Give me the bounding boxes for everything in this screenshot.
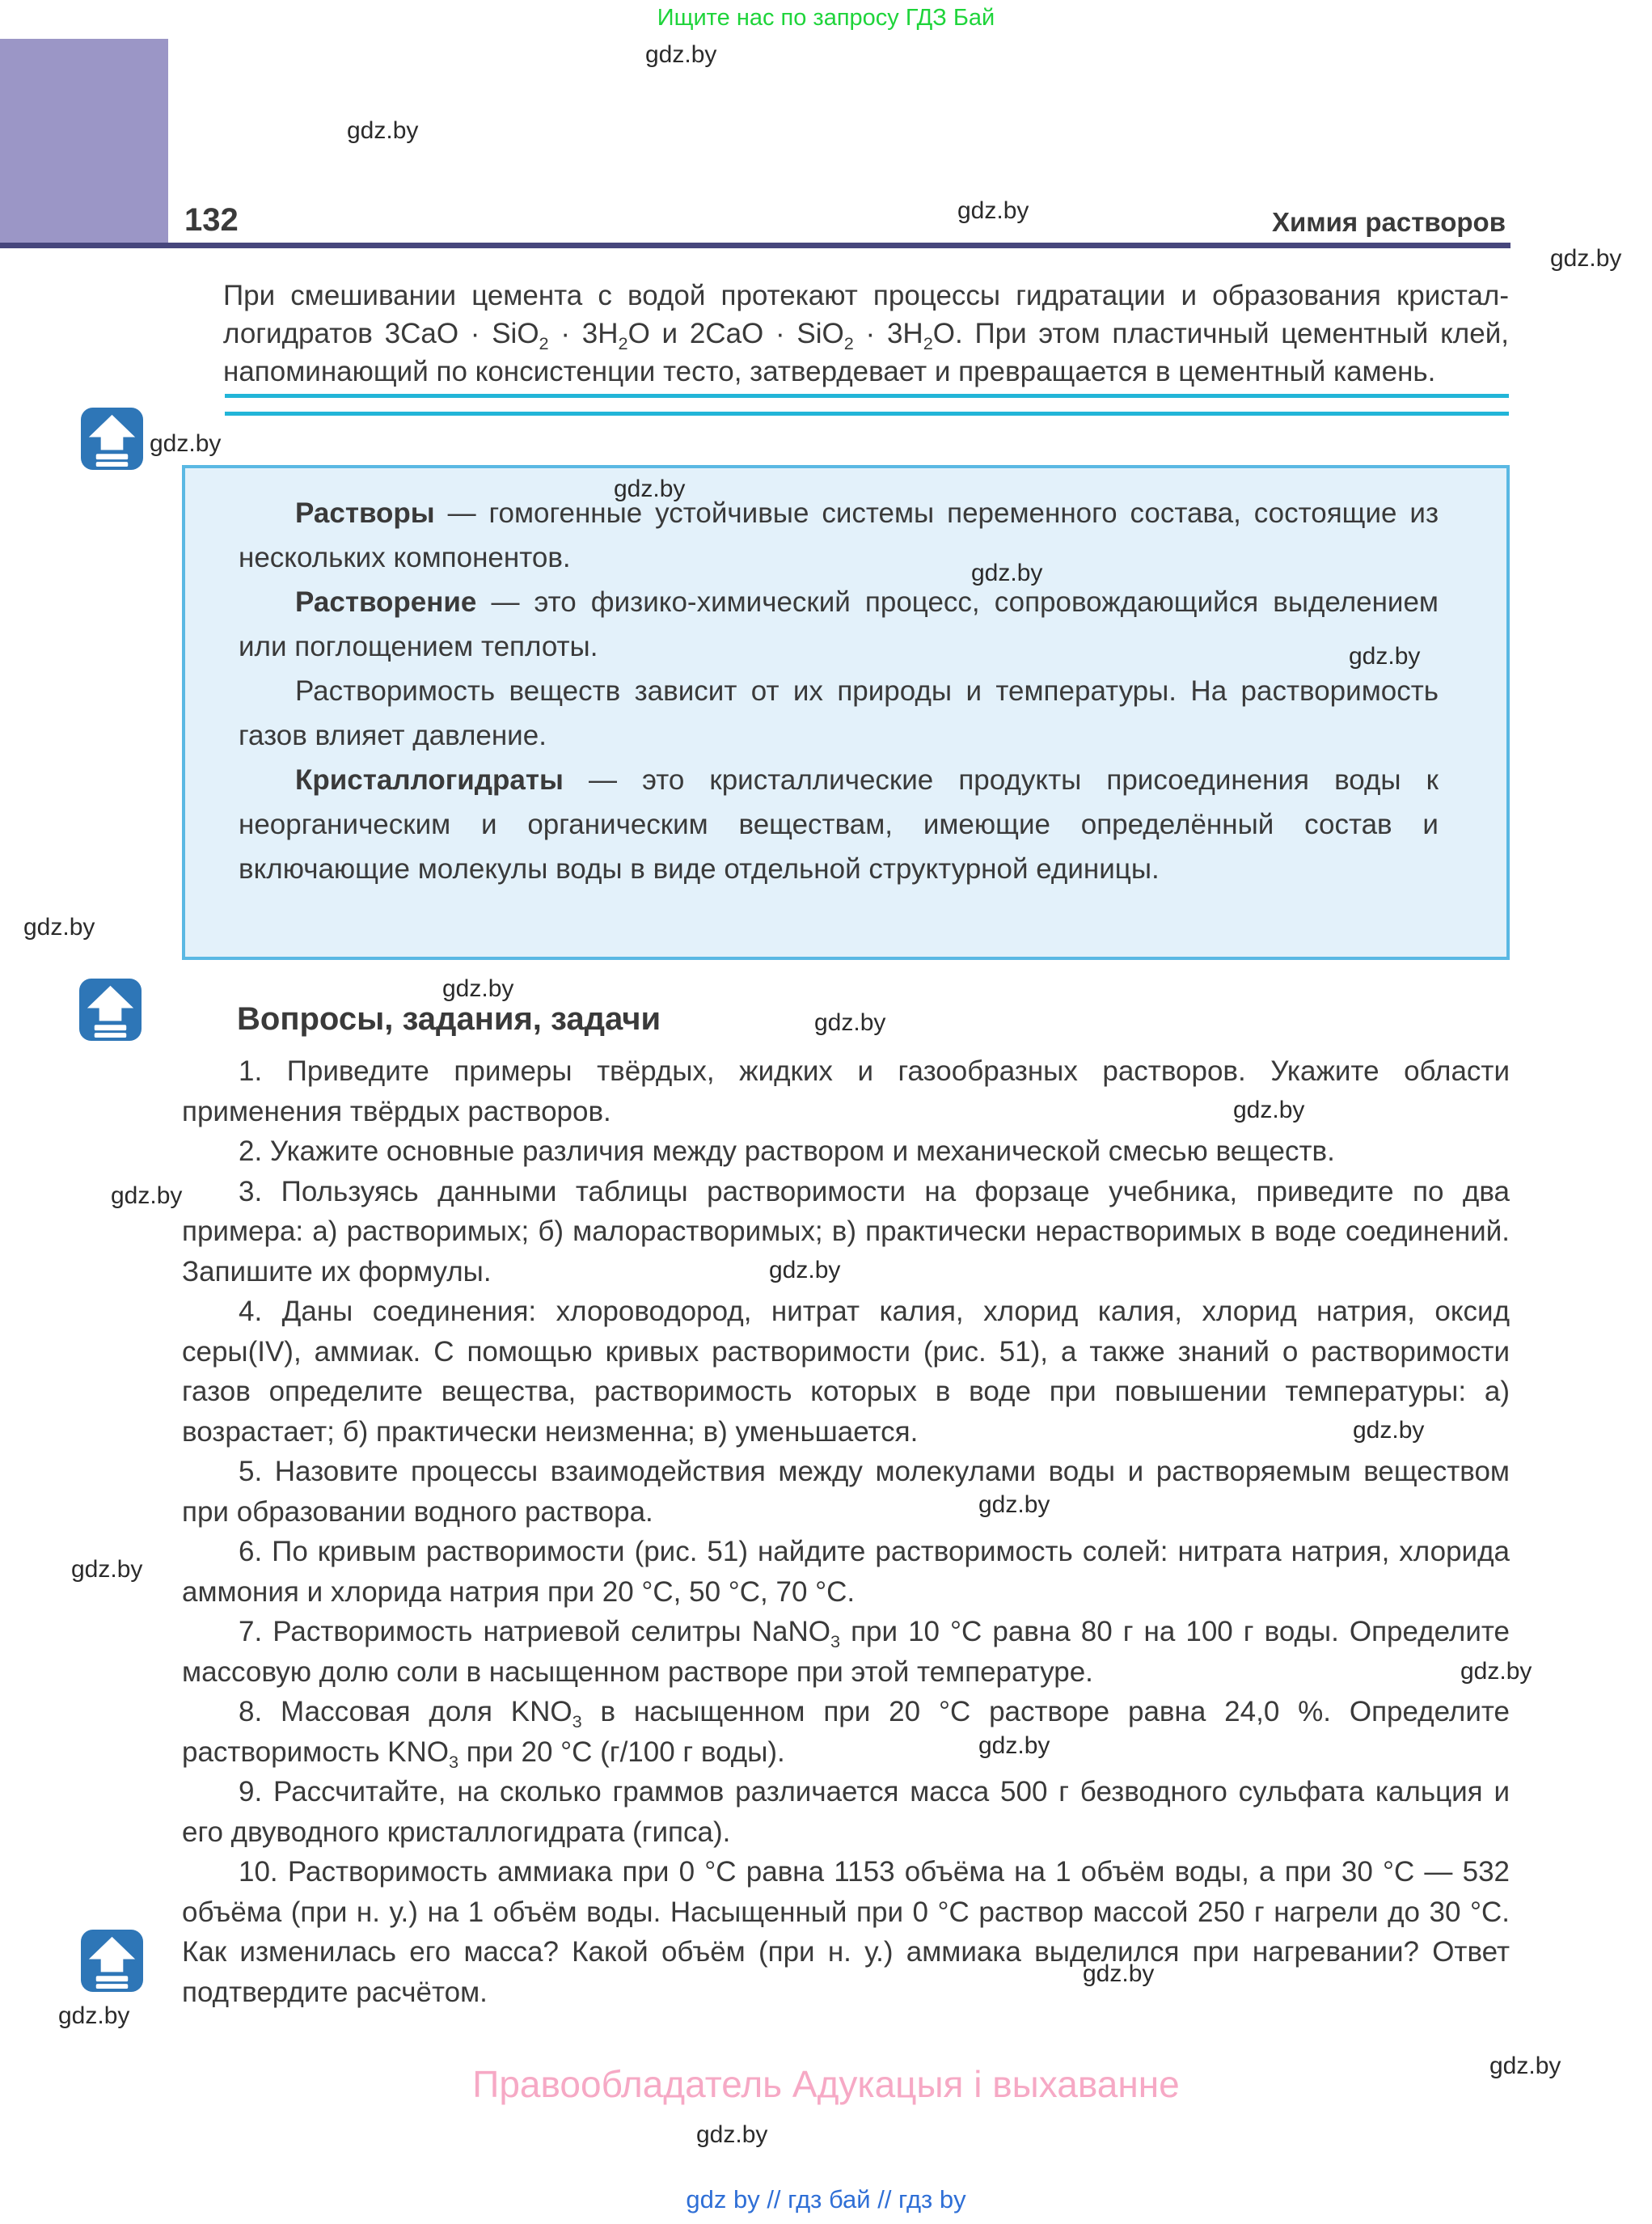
footer-links[interactable]: gdz by // гдз бай // гдз by xyxy=(686,2185,966,2213)
question-2 xyxy=(182,1131,1510,1172)
gdz-watermark: gdz.by xyxy=(111,1182,183,1209)
question-text: Пользуясь данными таблицы растворимости на форзаце учебника, приведите по два примера: а) растворимых; б) малорастворимых; в) практически нерастворимых в воде соединений. Запишите их формулы. xyxy=(182,1175,1510,1287)
question-4 xyxy=(182,1292,1510,1452)
questions-list xyxy=(182,1051,1510,2012)
gdz-watermark: gdz.by xyxy=(347,117,419,144)
question-text: Рассчитайте, на сколько граммов различается масса 500 г безводного сульфата кальция и его двуводного кристаллогидрата (гипса). xyxy=(182,1776,1510,1848)
definition-box xyxy=(182,465,1510,960)
question-text: Приведите примеры твёрдых, жидких и газообразных растворов. Укажите области применения твёрдых растворов. xyxy=(182,1055,1510,1127)
section-divider-line xyxy=(225,412,1509,416)
gdz-watermark: gdz.by xyxy=(978,1491,1050,1518)
questions-title: Вопросы, задания, задачи xyxy=(237,1001,661,1037)
gdz-watermark: gdz.by xyxy=(769,1257,841,1283)
up-arrow-icon xyxy=(79,979,142,1041)
gdz-watermark: gdz.by xyxy=(971,560,1043,586)
question-number: 2. xyxy=(239,1135,263,1167)
question-1 xyxy=(182,1051,1510,1131)
gdz-watermark: gdz.by xyxy=(150,430,222,457)
definition-paragraph: Растворы — гомогенные устойчивые системы переменного состава, состоящие из нескольких компонентов. xyxy=(239,497,1439,573)
question-number: 7. xyxy=(239,1616,263,1647)
question-number: 3. xyxy=(239,1175,263,1207)
header-rule xyxy=(0,243,1510,248)
question-number: 10. xyxy=(239,1856,278,1888)
question-8 xyxy=(182,1692,1510,1772)
question-text: Назовите процессы взаимодействия между молекулами воды и растворяемым веществом при образовании водного раствора. xyxy=(182,1456,1510,1528)
question-5 xyxy=(182,1452,1510,1532)
intro-paragraph: При смешивании цемента с водой протекают процессы гидратации и образования кристаллогидратов $3CaO \cdot SiO_2 \cdot 3H_2O$ и $2CaO \cdot SiO_2 \cdot 3H_2O$. При этом пластичный цементный клей, напоминающий по консистенции тесто, затвердевает и превращается в цементный камень. xyxy=(223,280,1509,387)
question-number: 5. xyxy=(239,1456,263,1487)
gdz-watermark: gdz.by xyxy=(1353,1417,1425,1444)
question-9 xyxy=(182,1772,1510,1852)
gdz-watermark: gdz.by xyxy=(614,476,686,502)
question-7 xyxy=(182,1612,1510,1692)
question-6 xyxy=(182,1532,1510,1612)
gdz-watermark: gdz.by xyxy=(1233,1097,1305,1123)
section-divider-line xyxy=(225,394,1509,398)
question-number: 6. xyxy=(239,1536,263,1567)
question-text: По кривым растворимости (рис. 51) найдите растворимость солей: нитрата натрия, хлорида аммония и хлорида натрия при 20 °С, 50 °С, 70 °С. xyxy=(182,1536,1510,1608)
definition-paragraph: Кристаллогидраты — это кристаллические продукты присоединения воды к неорганическим и органическим веществам, имеющие определённый состав и включающие молекулы воды в виде отдельной структурной единицы. xyxy=(239,764,1439,885)
gdz-watermark: gdz.by xyxy=(1460,1658,1532,1685)
copyright-notice: Правообладатель Адукацыя і выхаванне xyxy=(472,2063,1180,2105)
up-arrow-icon xyxy=(81,408,143,470)
gdz-watermark: gdz.by xyxy=(1083,1960,1155,1987)
chapter-title: Химия растворов xyxy=(1271,207,1506,237)
definition-paragraph: Растворимость веществ зависит от их природы и температуры. На растворимость газов влияет давление. xyxy=(239,675,1439,751)
question-text: Даны соединения: хлороводород, нитрат калия, хлорид калия, хлорид натрия, оксид серы(IV), аммиак. С помощью кривых растворимости (рис. 51), а также знаний о растворимости газов определите вещества, растворимость которых в воде при повышении температуры: а) возрастает; б) практически неизменна; в) уменьшается. xyxy=(182,1296,1510,1448)
page-number: 132 xyxy=(184,202,239,238)
gdz-watermark: gdz.by xyxy=(58,2002,130,2029)
gdz-watermark: gdz.by xyxy=(1349,643,1421,670)
gdz-watermark: gdz.by xyxy=(1550,245,1622,272)
question-text: Растворимость аммиака при 0 °С равна 1153 объёма на 1 объём воды, а при 30 °С — 532 объёма (при н. у.) на 1 объём воды. Насыщенный при 0 °С раствор массой 250 г нагрели до 30 °С. Как изменилась его масса? Какой объём (при н. у.) аммиака выделился при нагревании? Ответ подтвердите расчётом. xyxy=(182,1856,1510,2008)
question-10 xyxy=(182,1852,1510,2012)
question-text: Массовая доля $KNO_3$ в насыщенном при 20 °С растворе равна 24,0 %. Определите растворимость $KNO_3$ при 20 °С (г/100 г воды). xyxy=(182,1696,1510,1772)
up-arrow-icon xyxy=(81,1930,143,1992)
gdz-watermark: gdz.by xyxy=(442,975,514,1002)
question-number: 1. xyxy=(239,1055,263,1087)
gdz-watermark: gdz.by xyxy=(696,2121,768,2148)
gdz-watermark: gdz.by xyxy=(23,914,95,941)
gdz-watermark: gdz.by xyxy=(1489,2053,1561,2079)
question-text: Растворимость натриевой селитры NaNO$_3$ при 10 °С равна 80 г на 100 г воды. Определите массовую долю соли в насыщенном растворе при этой температуре. xyxy=(182,1616,1510,1688)
gdz-watermark: gdz.by xyxy=(71,1556,143,1583)
gdz-watermark: gdz.by xyxy=(645,41,717,68)
gdz-watermark: gdz.by xyxy=(978,1732,1050,1759)
gdz-watermark: gdz.by xyxy=(957,197,1029,224)
definition-paragraph: Растворение — это физико-химический процесс, сопровождающийся выделением или поглощением теплоты. xyxy=(239,586,1439,662)
question-number: 9. xyxy=(239,1776,263,1808)
gdz-watermark: gdz.by xyxy=(814,1009,886,1036)
question-number: 8. xyxy=(239,1696,263,1727)
question-number: 4. xyxy=(239,1296,263,1327)
question-text: Укажите основные различия между раствором и механической смесью веществ. xyxy=(262,1135,1335,1167)
purple-corner-block xyxy=(0,39,168,243)
promo-banner: Ищите нас по запросу ГДЗ Бай xyxy=(657,5,995,31)
question-3 xyxy=(182,1172,1510,1292)
